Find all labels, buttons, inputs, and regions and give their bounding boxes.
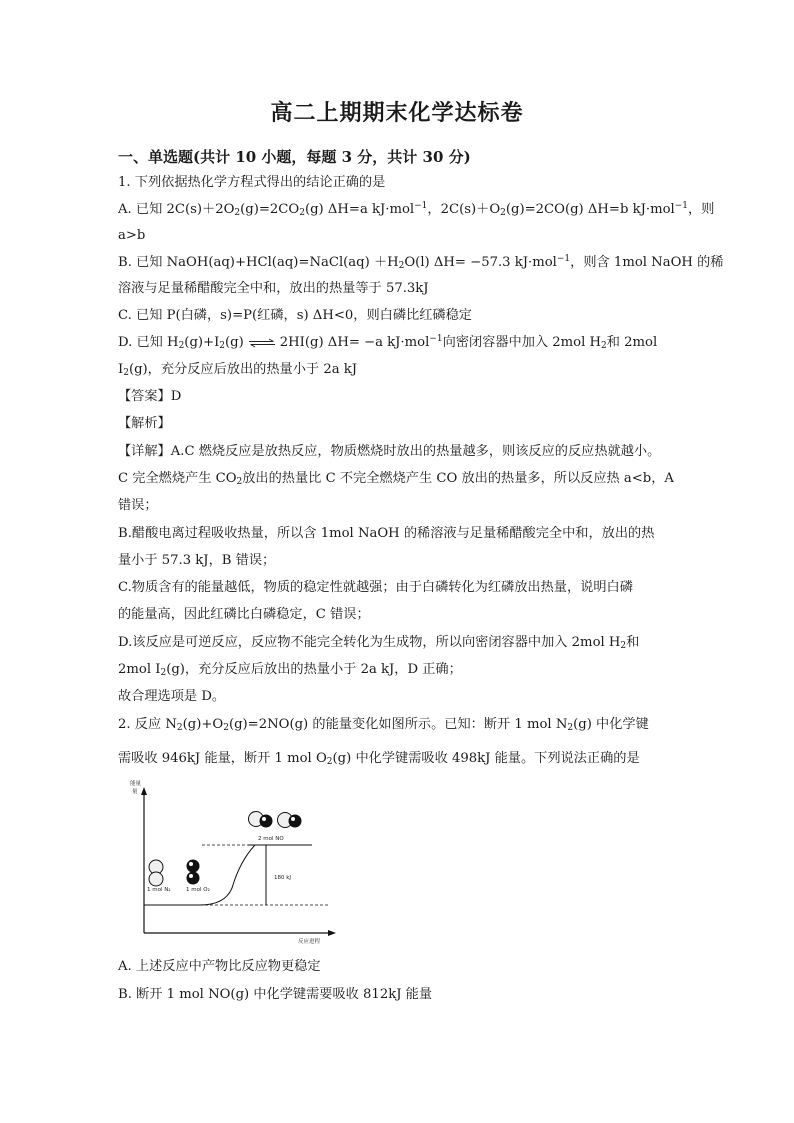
o2-atom-bottom [187,872,200,885]
q1-option-a: A. 已知 $2C(s)+2O_2(g)=2CO_2(g)$ ΔH=a kJ·mol$^{-1}$，$2C(s)+O_2(g)=2CO(g)$ ΔH=b kJ·mol$^{-1}$，则 [118,201,715,218]
q1-detail-4: B.醋酸电离过程吸收热量，所以含 1mol NaOH 的稀溶液与足量稀醋酸完全中和，放出的热 [118,526,655,541]
page-title: 高二上期期末化学达标卷 [270,100,524,126]
q1-detail-7: 的能量高，因此红磷比白磷稳定，C 错误； [118,607,370,622]
q1-detail-10: 故合理选项是 D。 [118,689,226,704]
q1-option-d-cont: $I_2(g)$，充分反应后放出的热量小于 2a kJ [118,362,358,378]
energy-curve [200,845,266,905]
y-axis-label: 能量 [130,781,142,787]
q1-option-a-cont: a>b [118,228,146,243]
no-atom-2b [289,815,302,828]
q1-option-c: C. 已知 P(白磷，s)=P(红磷，s) ΔH<0，则白磷比红磷稳定 [118,308,472,323]
section-heading: 一、单选题(共计 10 小题，每题 3 分，共计 30 分) [118,148,471,166]
equilibrium-arrow-icon [248,339,276,347]
q1-detail-3: 错误； [118,498,158,513]
q2-option-a: A. 上述反应中产物比反应物更稳定 [118,959,321,974]
q1-option-b-cont: 溶液与足量稀醋酸完全中和，放出的热量等于 57.3kJ [118,281,429,296]
q1-answer: 【答案】D [118,389,182,404]
q2-stem-line2: 需吸收 946kJ 能量，断开 1 mol $O_2(g)$ 中化学键需吸收 498kJ 能量。下列说法正确的是 [118,751,640,767]
x-axis-arrow [328,930,336,936]
energy-diagram [130,781,340,948]
o2-label: 1 mol O₂ [186,887,210,893]
q1-detail-6: C.物质含有的能量越低，物质的稳定性就越强；由于白磷转化为红磷放出热量，说明白磷 [118,580,633,595]
o2-atom-top [187,860,200,873]
q1-detail-5: 量小于 57.3 kJ，B 错误； [118,553,276,568]
q1-detail-8: D.该反应是可逆反应，反应物不能完全转化为生成物，所以向密闭容器中加入 2mol $H_2$和 [118,635,640,651]
q1-analysis-label: 【解析】 [118,416,171,431]
q1-detail-1: 【详解】A.C 燃烧反应是放热反应，物质燃烧时放出的热量越多，则该反应的反应热就越小。 [118,444,661,459]
q2-stem-line1: 2. 反应 $N_2(g)+O_2(g)=2NO(g)$ 的能量变化如图所示。已知：断开 1 mol $N_2(g)$ 中化学键 [118,717,649,733]
delta-h-label: 180 kJ [274,875,292,881]
y-axis-label-2: 量 [132,789,138,795]
q1-detail-9: 2mol $I_2(g)$，充分反应后放出的热量小于 2a kJ，D 正确； [118,662,462,678]
n2-atom-bottom [149,872,163,886]
q1-stem: 1. 下列依据热化学方程式得出的结论正确的是 [118,175,386,190]
q1-detail-2: C 完全燃烧产生 $CO_2$放出的热量比 C 不完全燃烧产生 CO 放出的热量多，所以反应热 a<b，A [118,471,674,487]
no-atom-1b [260,815,273,828]
no-label: 2 mol NO [258,836,284,842]
q1-option-d: D. 已知 $H_2(g)+I_2(g)$ 2HI(g) ΔH= −a kJ·mol$^{-1}$向密闭容器中加入 2mol $H_2$和 2mol [118,334,658,351]
n2-label: 1 mol N₂ [147,887,171,893]
x-axis-label: 反应进程 [298,939,321,945]
q2-option-b: B. 断开 1 mol NO(g) 中化学键需要吸收 812kJ 能量 [118,987,433,1002]
q1-option-b: B. 已知 NaOH(aq)+HCl(aq)=NaCl(aq) $+H_2O(l)$ ΔH= −57.3 kJ·mol$^{-1}$，则含 1mol NaOH 的稀 [118,254,724,271]
y-axis-arrow [141,787,147,795]
